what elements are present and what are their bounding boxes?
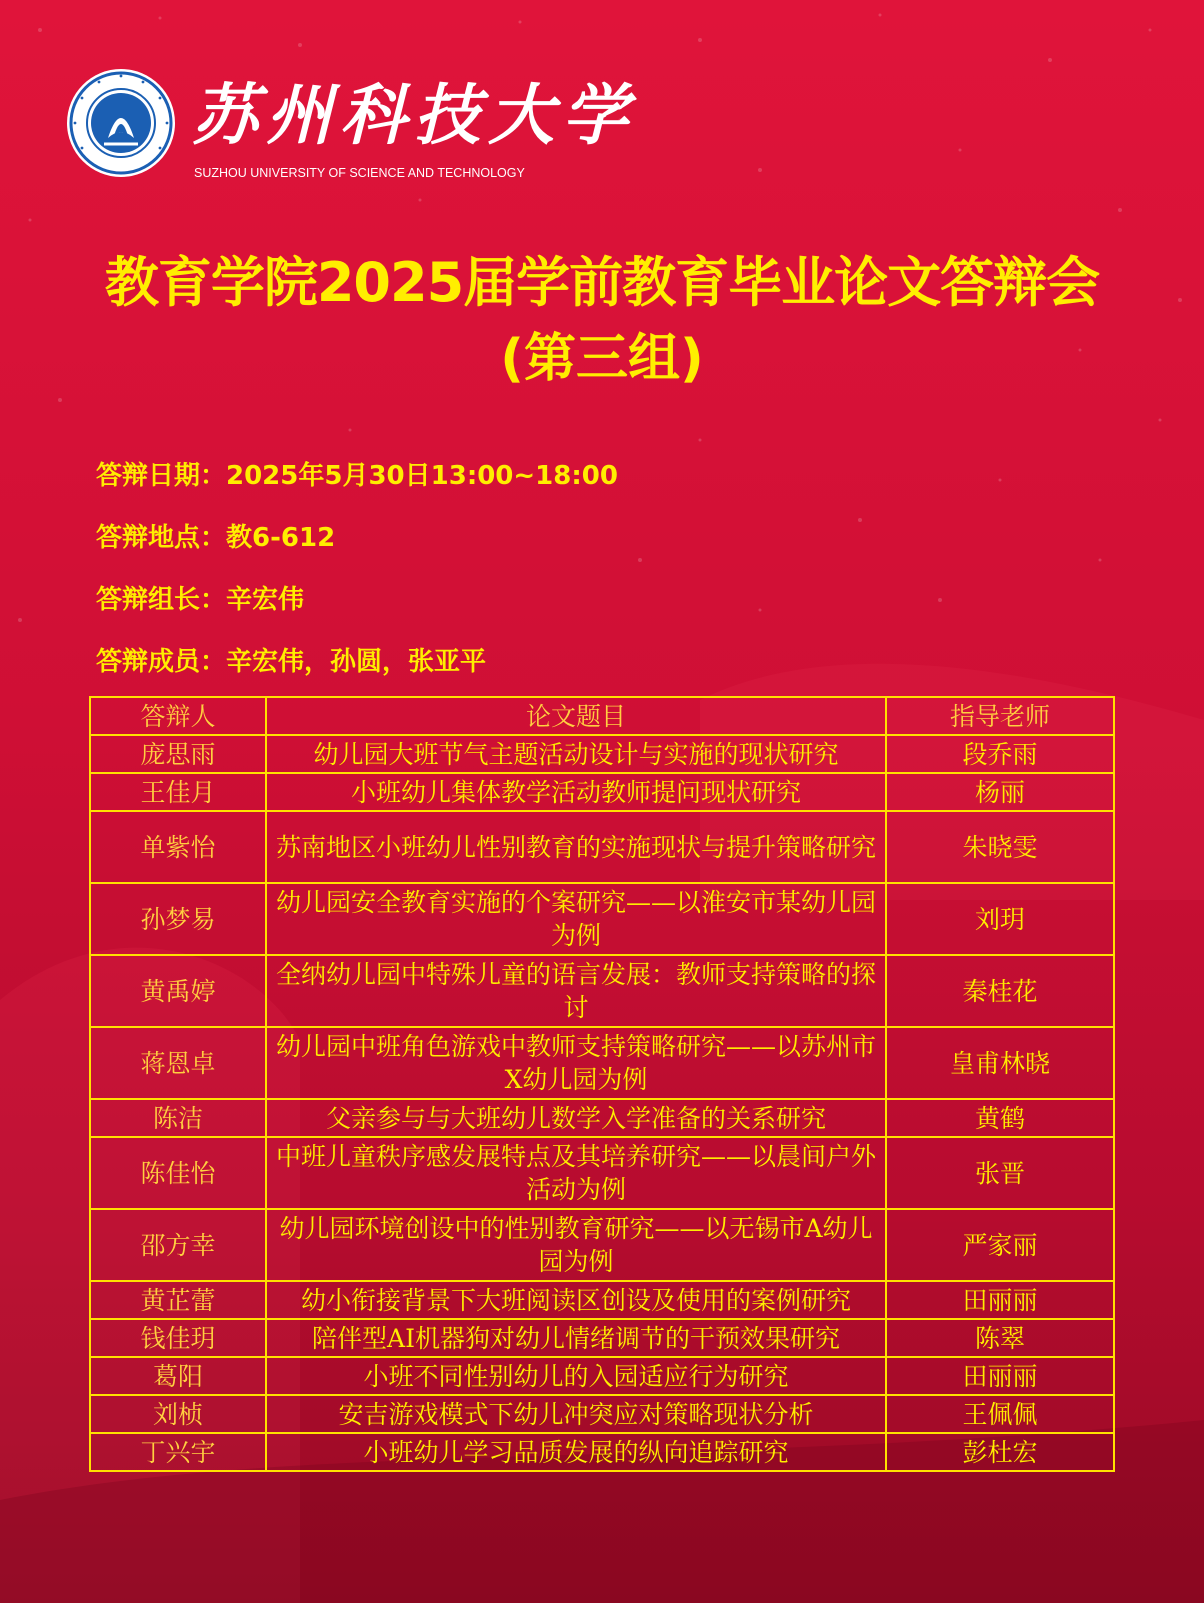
thesis-title: 幼儿园中班角色游戏中教师支持策略研究——以苏州市X幼儿园为例 [266, 1027, 886, 1099]
thesis-table-container [89, 696, 1115, 1472]
student-name: 刘桢 [90, 1395, 266, 1433]
student-name: 葛阳 [90, 1357, 266, 1395]
advisor-name: 黄鹤 [886, 1099, 1114, 1137]
thesis-table [89, 696, 1115, 1472]
advisor-name: 杨丽 [886, 773, 1114, 811]
student-name: 邵方幸 [90, 1209, 266, 1281]
university-name-chinese: 苏州科技大学 [192, 76, 636, 154]
table-row [90, 1319, 1114, 1357]
student-name: 丁兴宇 [90, 1433, 266, 1471]
thesis-title: 父亲参与与大班幼儿数学入学准备的关系研究 [266, 1099, 886, 1137]
table-row [90, 883, 1114, 955]
advisor-name: 刘玥 [886, 883, 1114, 955]
defense-date: 答辩日期：2025年5月30日13:00~18:00 [96, 461, 618, 491]
table-row [90, 735, 1114, 773]
title-group: (第三组) [500, 329, 704, 389]
table-row [90, 1281, 1114, 1319]
defense-leader: 答辩组长：辛宏伟 [96, 585, 305, 615]
thesis-title: 苏南地区小班幼儿性别教育的实施现状与提升策略研究 [266, 811, 886, 883]
thesis-title: 安吉游戏模式下幼儿冲突应对策略现状分析 [266, 1395, 886, 1433]
advisor-name: 张晋 [886, 1137, 1114, 1209]
university-name-english: SUZHOU UNIVERSITY OF SCIENCE AND TECHNOLOGY [194, 166, 525, 180]
thesis-title: 小班幼儿集体教学活动教师提问现状研究 [266, 773, 886, 811]
advisor-name: 田丽丽 [886, 1281, 1114, 1319]
table-row [90, 1209, 1114, 1281]
thesis-title: 幼儿园大班节气主题活动设计与实施的现状研究 [266, 735, 886, 773]
advisor-name: 陈翠 [886, 1319, 1114, 1357]
table-row [90, 1099, 1114, 1137]
table-row [90, 1137, 1114, 1209]
student-name: 钱佳玥 [90, 1319, 266, 1357]
table-row [90, 1357, 1114, 1395]
university-logo [66, 68, 636, 188]
defense-location: 答辩地点：教6-612 [96, 523, 336, 553]
header-advisor: 指导老师 [886, 697, 1114, 735]
thesis-title: 小班不同性别幼儿的入园适应行为研究 [266, 1357, 886, 1395]
student-name: 单紫怡 [90, 811, 266, 883]
table-row [90, 1027, 1114, 1099]
advisor-name: 皇甫林晓 [886, 1027, 1114, 1099]
thesis-title: 陪伴型AI机器狗对幼儿情绪调节的干预效果研究 [266, 1319, 886, 1357]
student-name: 孙梦易 [90, 883, 266, 955]
advisor-name: 严家丽 [886, 1209, 1114, 1281]
defense-info [96, 456, 618, 704]
student-name: 黄芷蕾 [90, 1281, 266, 1319]
advisor-name: 朱晓雯 [886, 811, 1114, 883]
university-emblem-icon [66, 68, 176, 178]
defense-members: 答辩成员：辛宏伟，孙圆，张亚平 [96, 647, 487, 677]
thesis-title: 幼儿园安全教育实施的个案研究——以淮安市某幼儿园为例 [266, 883, 886, 955]
thesis-title: 全纳幼儿园中特殊儿童的语言发展：教师支持策略的探讨 [266, 955, 886, 1027]
student-name: 蒋恩卓 [90, 1027, 266, 1099]
thesis-title: 幼小衔接背景下大班阅读区创设及使用的案例研究 [266, 1281, 886, 1319]
title-main: 教育学院2025届学前教育毕业论文答辩会 [104, 251, 1100, 314]
table-row [90, 1433, 1114, 1471]
advisor-name: 彭杜宏 [886, 1433, 1114, 1471]
student-name: 黄禹婷 [90, 955, 266, 1027]
advisor-name: 王佩佩 [886, 1395, 1114, 1433]
table-row [90, 773, 1114, 811]
thesis-title: 小班幼儿学习品质发展的纵向追踪研究 [266, 1433, 886, 1471]
table-header-row [90, 697, 1114, 735]
student-name: 陈洁 [90, 1099, 266, 1137]
advisor-name: 段乔雨 [886, 735, 1114, 773]
table-row [90, 955, 1114, 1027]
student-name: 陈佳怡 [90, 1137, 266, 1209]
thesis-title: 幼儿园环境创设中的性别教育研究——以无锡市A幼儿园为例 [266, 1209, 886, 1281]
table-row [90, 811, 1114, 883]
thesis-title: 中班儿童秩序感发展特点及其培养研究——以晨间户外活动为例 [266, 1137, 886, 1209]
page-title [0, 248, 1204, 396]
student-name: 庞思雨 [90, 735, 266, 773]
advisor-name: 秦桂花 [886, 955, 1114, 1027]
student-name: 王佳月 [90, 773, 266, 811]
header-student: 答辩人 [90, 697, 266, 735]
advisor-name: 田丽丽 [886, 1357, 1114, 1395]
table-row [90, 1395, 1114, 1433]
header-title: 论文题目 [266, 697, 886, 735]
